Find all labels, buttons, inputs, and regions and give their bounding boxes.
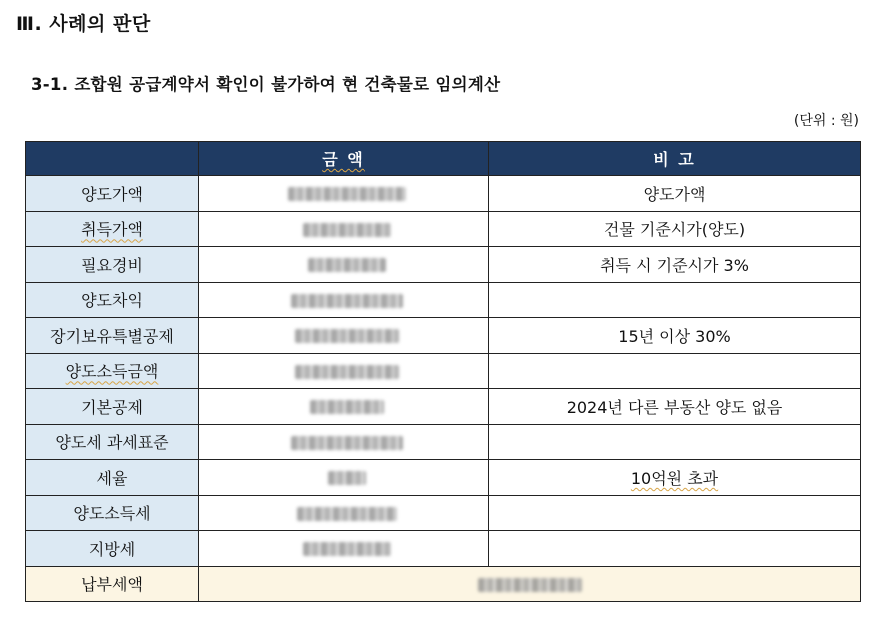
table-row (26, 282, 861, 318)
row-label: 양도차익 (26, 282, 199, 318)
row-remark (489, 424, 861, 460)
total-label: 납부세액 (26, 566, 199, 602)
row-remark (489, 495, 861, 531)
row-remark: 15년 이상 30% (489, 318, 861, 354)
table-row (26, 247, 861, 283)
amount-redacted (199, 389, 489, 425)
table-row (26, 531, 861, 567)
unit-note: (단위 : 원) (793, 113, 859, 129)
row-label: 취득가액 (26, 211, 199, 247)
amount-redacted (199, 176, 489, 212)
table-row (26, 211, 861, 247)
amount-redacted (199, 495, 489, 531)
table-row (26, 318, 861, 354)
amount-redacted (199, 247, 489, 283)
table-row (26, 495, 861, 531)
section-title: Ⅲ. 사례의 판단 (16, 13, 151, 35)
header-amount: 금 액 (199, 142, 489, 176)
amount-redacted (199, 282, 489, 318)
row-remark: 취득 시 기준시가 3% (489, 247, 861, 283)
table-row (26, 424, 861, 460)
total-amount-redacted (199, 566, 861, 602)
row-label: 양도소득세 (26, 495, 199, 531)
row-label: 장기보유특별공제 (26, 318, 199, 354)
row-remark (489, 531, 861, 567)
row-label: 지방세 (26, 531, 199, 567)
amount-redacted (199, 353, 489, 389)
table-row (26, 460, 861, 496)
tax-calculation-table (25, 141, 861, 602)
row-label: 기본공제 (26, 389, 199, 425)
amount-redacted (199, 460, 489, 496)
row-remark: 10억원 초과 (489, 460, 861, 496)
row-remark (489, 282, 861, 318)
amount-redacted (199, 531, 489, 567)
row-remark (489, 353, 861, 389)
header-empty (26, 142, 199, 176)
row-label: 양도소득금액 (26, 353, 199, 389)
row-label: 세율 (26, 460, 199, 496)
row-remark: 2024년 다른 부동산 양도 없음 (489, 389, 861, 425)
subsection-title: 3-1. 조합원 공급계약서 확인이 불가하여 현 건축물로 임의계산 (31, 75, 501, 94)
header-remark: 비 고 (489, 142, 861, 176)
row-label: 양도세 과세표준 (26, 424, 199, 460)
amount-redacted (199, 318, 489, 354)
amount-redacted (199, 211, 489, 247)
amount-redacted (199, 424, 489, 460)
table-row (26, 353, 861, 389)
table-row (26, 389, 861, 425)
table-row (26, 176, 861, 212)
row-label: 필요경비 (26, 247, 199, 283)
row-remark: 건물 기준시가(양도) (489, 211, 861, 247)
row-remark: 양도가액 (489, 176, 861, 212)
total-row (26, 566, 861, 602)
table-header-row (26, 142, 861, 176)
row-label: 양도가액 (26, 176, 199, 212)
